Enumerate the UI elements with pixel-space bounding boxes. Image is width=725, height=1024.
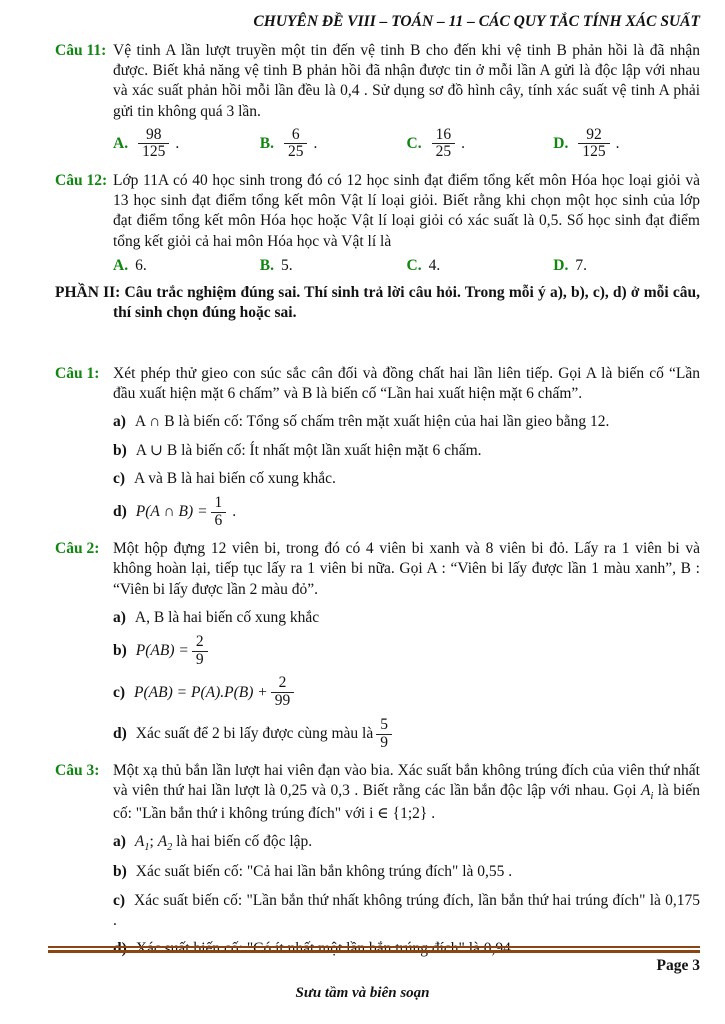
question-3-label: Câu 3: bbox=[55, 762, 100, 780]
fraction bbox=[138, 127, 169, 161]
item-label: c) bbox=[113, 469, 126, 487]
item-label: b) bbox=[113, 642, 127, 660]
question-3-item-c bbox=[113, 891, 700, 931]
question-1 bbox=[0, 364, 725, 404]
answer-option-a bbox=[113, 256, 260, 276]
item-label: c) bbox=[113, 891, 126, 909]
fraction bbox=[578, 127, 609, 161]
item-text: A ∩ B là biến cố: Tổng số chấm trên mặt xuất hiện của hai lần gieo bằng 12. bbox=[134, 413, 610, 431]
question-1-item-a bbox=[113, 412, 700, 432]
question-2-item-a bbox=[113, 608, 700, 628]
fraction-numerator: 2 bbox=[271, 675, 295, 693]
answer-option-b bbox=[260, 256, 407, 276]
item-text: A ∪ B là biến cố: Ít nhất một lần xuất hiện mặt 6 chấm. bbox=[135, 441, 482, 459]
page-number: Page 3 bbox=[656, 957, 700, 974]
fraction-denominator: 9 bbox=[380, 733, 388, 751]
item-label: d) bbox=[113, 724, 127, 742]
fraction-numerator: 92 bbox=[578, 127, 609, 145]
answer-option-b bbox=[260, 126, 407, 162]
option-value: 5. bbox=[280, 256, 293, 274]
subscript-1: 1 bbox=[144, 842, 150, 854]
question-12-label: Câu 12: bbox=[55, 172, 108, 190]
section-gap bbox=[0, 323, 725, 355]
item-text: A và B là hai biến cố xung khắc. bbox=[134, 469, 336, 487]
question-3-text-part1: Một xạ thủ bắn lần lượt hai viên đạn vào bia. Xác suất bắn không trúng đích của viên thứ nhất và viên thứ hai lần lượt là 0,25 và 0,3 . Biết rằng các lần bắn độc lập với nhau. Gọi bbox=[113, 762, 700, 800]
fraction-denominator: 125 bbox=[142, 143, 166, 161]
item-text: Xác suất biến cố: "Lần bắn thứ nhất không trúng đích, lần bắn thứ hai trúng đích" là 0,175 . bbox=[113, 891, 700, 929]
fraction-denominator: 25 bbox=[435, 143, 452, 161]
question-2 bbox=[0, 539, 725, 599]
subscript-2: 2 bbox=[167, 842, 173, 854]
fraction-numerator: 98 bbox=[138, 127, 169, 145]
item-label: b) bbox=[113, 863, 127, 881]
part2-text: Câu trắc nghiệm đúng sai. Thí sinh trả lời câu hỏi. Trong mỗi ý a), b), c), d) ở mỗi câu, thí sinh chọn đúng hoặc sai. bbox=[113, 283, 700, 322]
option-tail: . bbox=[461, 134, 465, 152]
item-label: a) bbox=[113, 413, 126, 431]
separator: ; bbox=[149, 832, 154, 850]
question-1-text: Xét phép thử gieo con súc sắc cân đối và đồng chất hai lần liên tiếp. Gọi A là biến cố “Lần đầu xuất hiện mặt 6 chấm” và B là biến cố “Lần hai xuất hiện mặt 6 chấm”. bbox=[113, 365, 700, 403]
question-2-item-d bbox=[113, 716, 700, 752]
fraction-denominator: 125 bbox=[582, 143, 606, 161]
fraction bbox=[432, 127, 456, 161]
item-text: Xác suất biến cố: "Có ít nhất một lần bắn trúng đích" là 0,94 . bbox=[135, 939, 519, 957]
question-3-text bbox=[113, 761, 700, 824]
part2-label: PHẦN II: bbox=[55, 283, 121, 301]
question-11-text: Vệ tinh A lần lượt truyền một tin đến vệ tinh B cho đến khi vệ tinh B phản hồi là đã nhận được. Biết khả năng vệ tinh B phản hồi đã nhận được tin ở mỗi lần A gửi là độc lập với nhau và xác suất phản hồi mỗi lần đều là 0,4 . Sử dụng sơ đồ hình cây, tính xác suất vệ tinh A phải gửi tin không quá 3 lần. bbox=[113, 42, 700, 120]
option-letter: B. bbox=[259, 134, 274, 152]
question-11-options bbox=[113, 126, 700, 162]
part2-heading bbox=[55, 283, 700, 323]
question-1-item-b bbox=[113, 441, 700, 461]
option-letter: C. bbox=[406, 256, 422, 274]
item-label: d) bbox=[113, 939, 127, 957]
fraction-numerator: 6 bbox=[284, 127, 308, 145]
footer-credit: Sưu tầm và biên soạn bbox=[295, 985, 430, 1002]
question-3 bbox=[0, 761, 725, 824]
option-letter: D. bbox=[553, 256, 569, 274]
option-value: 4. bbox=[428, 256, 441, 274]
variable-A2: A bbox=[157, 832, 168, 850]
item-text: Xác suất để 2 bi lấy được cùng màu là bbox=[135, 724, 374, 742]
item-label: b) bbox=[113, 441, 127, 459]
question-2-text: Một hộp đựng 12 viên bi, trong đó có 4 viên bi xanh và 8 viên bi đỏ. Lấy ra 1 viên bi và không hoàn lại, tiếp tục lấy ra 1 viên bi nữa. Gọi A : “Viên bi lấy được lần 1 màu xanh”, B : “Viên bi lấy được lần 2 màu đỏ”. bbox=[113, 540, 700, 598]
item-label: a) bbox=[113, 608, 126, 626]
page-header-title: CHUYÊN ĐỀ VIII – TOÁN – 11 – CÁC QUY TẮC TÍNH XÁC SUẤT bbox=[253, 13, 700, 30]
formula-text: P(AB) = bbox=[135, 642, 189, 660]
option-letter: A. bbox=[113, 256, 129, 274]
fraction-denominator: 25 bbox=[287, 143, 304, 161]
fraction-numerator: 5 bbox=[376, 717, 392, 735]
question-12-body bbox=[113, 171, 700, 276]
fraction-denominator: 99 bbox=[274, 692, 291, 710]
question-1-label: Câu 1: bbox=[55, 365, 100, 383]
item-label: a) bbox=[113, 832, 126, 850]
question-3-text-part2: là biến cố: "Lần bắn thứ i không trúng đích" với i ∈ {1;2} . bbox=[113, 782, 701, 822]
option-letter: B. bbox=[259, 256, 274, 274]
question-1-item-c bbox=[113, 469, 700, 489]
fraction-numerator: 16 bbox=[432, 127, 456, 145]
formula-text: P(AB) = P(A).P(B) + bbox=[134, 683, 268, 701]
item-label: d) bbox=[113, 503, 127, 521]
subscript-i: i bbox=[650, 791, 654, 803]
item-text: A, B là hai biến cố xung khắc bbox=[134, 608, 320, 626]
answer-option-c bbox=[407, 126, 554, 162]
question-12-text: Lớp 11A có 40 học sinh trong đó có 12 học sinh đạt điểm tổng kết môn Hóa học loại giỏi và 13 học sinh đạt điểm tổng kết môn Vật lí loại giỏi. Biết rằng khi chọn một học sinh của lớp đạt điểm tổng kết môn Hóa học hoặc Vật lí loại giỏi có xác suất là 0,5. Số học sinh đạt điểm tổng kết giỏi cả hai môn Hóa học và Vật lí là bbox=[113, 172, 700, 250]
option-value: 6. bbox=[135, 256, 147, 274]
fraction bbox=[284, 127, 308, 161]
option-tail: . bbox=[615, 134, 620, 152]
formula-text: P(A ∩ B) = bbox=[135, 503, 208, 521]
answer-option-d bbox=[553, 126, 700, 162]
formula-tail: . bbox=[232, 503, 237, 521]
fraction-numerator: 1 bbox=[211, 495, 227, 513]
question-2-label: Câu 2: bbox=[55, 540, 100, 558]
fraction bbox=[192, 634, 208, 668]
footer-divider bbox=[48, 946, 700, 953]
fraction bbox=[211, 495, 227, 529]
fraction-denominator: 9 bbox=[195, 650, 204, 668]
item-text: là hai biến cố độc lập. bbox=[176, 832, 313, 850]
fraction bbox=[376, 717, 392, 751]
option-tail: . bbox=[175, 134, 180, 152]
question-11-label: Câu 11: bbox=[55, 42, 107, 60]
option-letter: C. bbox=[406, 134, 422, 152]
option-tail: . bbox=[313, 134, 318, 152]
option-letter: D. bbox=[553, 134, 569, 152]
fraction-numerator: 2 bbox=[192, 634, 208, 652]
question-1-item-d bbox=[113, 494, 700, 530]
option-value: 7. bbox=[575, 256, 587, 274]
question-3-item-a bbox=[113, 832, 700, 854]
question-2-item-b bbox=[113, 633, 700, 669]
page-footer bbox=[0, 946, 725, 1024]
fraction bbox=[271, 675, 295, 709]
answer-option-a bbox=[113, 126, 260, 162]
question-2-item-c bbox=[113, 674, 700, 710]
item-text: Xác suất biến cố: "Cả hai lần bắn không trúng đích" là 0,55 . bbox=[135, 863, 513, 881]
question-12 bbox=[0, 171, 725, 276]
variable-A1: A bbox=[134, 832, 145, 850]
question-12-options bbox=[113, 256, 700, 276]
answer-option-c bbox=[407, 256, 554, 276]
fraction-denominator: 6 bbox=[214, 511, 223, 529]
variable-A: A bbox=[640, 782, 651, 800]
option-letter: A. bbox=[113, 134, 129, 152]
answer-option-d bbox=[553, 256, 700, 276]
question-11-body bbox=[113, 41, 700, 162]
question-11 bbox=[0, 41, 725, 162]
question-3-item-b bbox=[113, 862, 700, 882]
item-label: c) bbox=[113, 683, 126, 701]
